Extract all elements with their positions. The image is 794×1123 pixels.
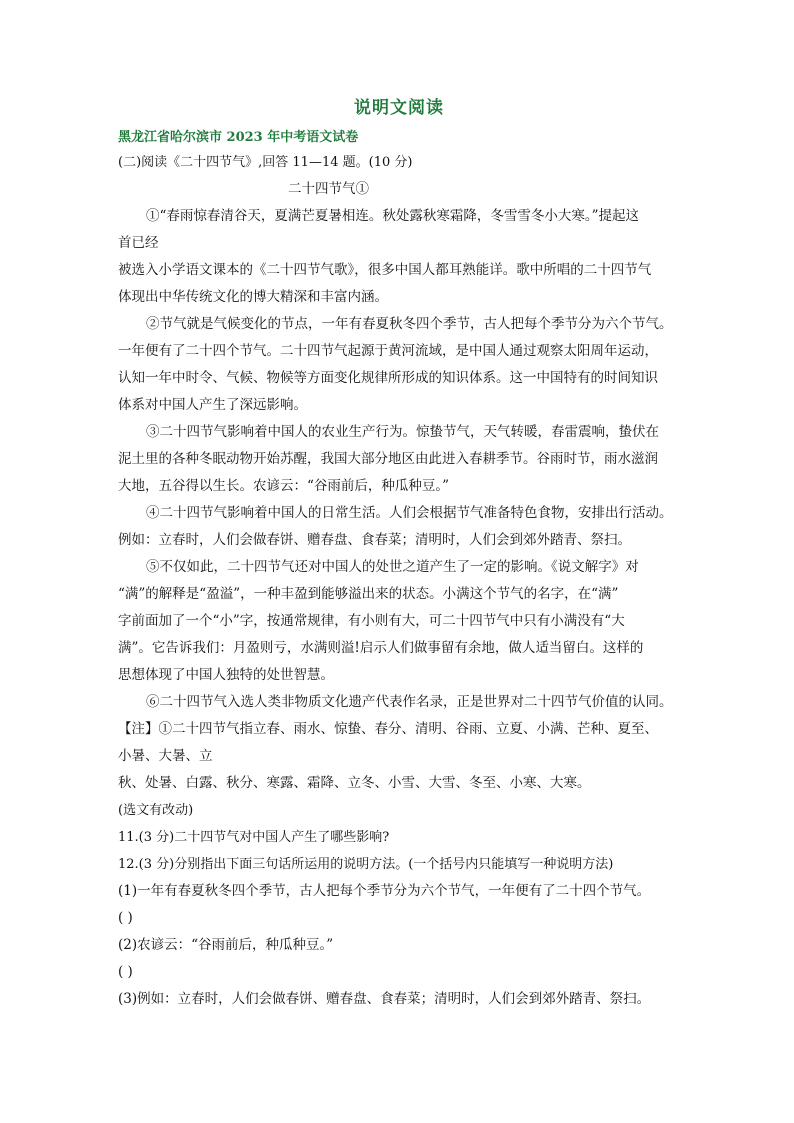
paragraph-line: 体现出中华传统文化的博大精深和丰富内涵。 — [118, 289, 388, 305]
question-line: 12.(3 分)分别指出下面三句话所运用的说明方法。(一个括号内只能填写一种说明方法) — [118, 857, 614, 872]
paragraph-line: ④二十四节气影响着中国人的日常生活。人们会根据节气准备特色食物，安排出行活动。 — [146, 505, 673, 521]
note-line: 【注】①二十四节气指立春、雨水、惊蛰、春分、清明、谷雨、立夏、小满、芒种、夏至、 — [118, 721, 658, 737]
question-line: (3)例如：立春时，人们会做春饼、赠春盘、食春菜；清明时，人们会到郊外踏青、祭扫。 — [118, 991, 651, 1007]
answer-blank: ( ) — [118, 964, 133, 980]
note-line: 小暑、大暑、立 — [118, 748, 213, 764]
document-title: 说明文阅读 — [354, 98, 444, 118]
question-line: 11.(3 分)二十四节气对中国人产生了哪些影响? — [118, 830, 390, 845]
paragraph-line: ③二十四节气影响着中国人的农业生产行为。惊蛰节气，天气转暖，春雷震响，蛰伏在 — [146, 424, 659, 440]
paragraph-line: 大地，五谷得以生长。农谚云：“谷雨前后，种瓜种豆。” — [118, 478, 450, 494]
document-page — [118, 95, 680, 1013]
paragraph-line: ②节气就是气候变化的节点，一年有春夏秋冬四个季节，古人把每个季节分为六个节气。 — [146, 316, 673, 332]
paragraph-line: 满”。它告诉我们：月盈则亏，水满则溢!启示人们做事留有余地，做人适当留白。这样的 — [118, 640, 644, 656]
paragraph-line: “满”的解释是“盈溢”，一种丰盈到能够溢出来的状态。小满这个节气的名字，在“满” — [118, 586, 619, 602]
question-line: (2)农谚云：“谷雨前后，种瓜种豆。” — [118, 937, 334, 953]
reading-instruction: (二)阅读《二十四节气》,回答 11—14 题。(10 分) — [118, 155, 413, 170]
answer-blank: ( ) — [118, 910, 133, 926]
paragraph-line: ⑥二十四节气入选人类非物质文化遗产代表作名录，正是世界对二十四节气价值的认同。 — [146, 694, 673, 710]
article-title: 二十四节气① — [288, 181, 369, 197]
paragraph-line: 认知一年中时令、气候、物候等方面变化规律所形成的知识体系。这一中国特有的时间知识 — [118, 370, 658, 386]
paragraph-line: 例如：立春时，人们会做春饼、赠春盘、食春菜；清明时，人们会到郊外踏青、祭扫。 — [118, 532, 631, 548]
question-line: (1)一年有春夏秋冬四个季节，古人把每个季节分为六个节气，一年便有了二十四个节气。 — [118, 883, 651, 899]
paragraph-line: 被选入小学语文课本的《二十四节气歌》，很多中国人都耳熟能详。歌中所唱的二十四节气 — [118, 262, 652, 278]
paragraph-line: 首已经 — [118, 235, 159, 251]
note-line: 秋、处暑、白露、秋分、寒露、霜降、立冬、小雪、大雪、冬至、小寒、大寒。 — [118, 775, 591, 791]
source-note: (选文有改动) — [118, 803, 194, 818]
exam-source: 黑龙江省哈尔滨市 2023 年中考语文试卷 — [118, 130, 359, 145]
paragraph-line: 泥土里的各种冬眠动物开始苏醒，我国大部分地区由此进入春耕季节。谷雨时节，雨水滋润 — [118, 451, 658, 467]
paragraph-line: 体系对中国人产生了深远影响。 — [118, 397, 307, 413]
paragraph-line: 字前面加了一个“小”字，按通常规律，有小则有大，可二十四节气中只有小满没有“大 — [118, 613, 625, 629]
paragraph-line: ⑤不仅如此，二十四节气还对中国人的处世之道产生了一定的影响。《说文解字》对 — [146, 559, 639, 575]
paragraph-line: 思想体现了中国人独特的处世智慧。 — [118, 667, 334, 683]
paragraph-line: ①“春雨惊春清谷天，夏满芒夏暑相连。秋处露秋寒霜降，冬雪雪冬小大寒。”提起这 — [146, 208, 640, 224]
paragraph-line: 一年便有了二十四个节气。二十四节气起源于黄河流域，是中国人通过观察太阳周年运动， — [118, 343, 658, 359]
